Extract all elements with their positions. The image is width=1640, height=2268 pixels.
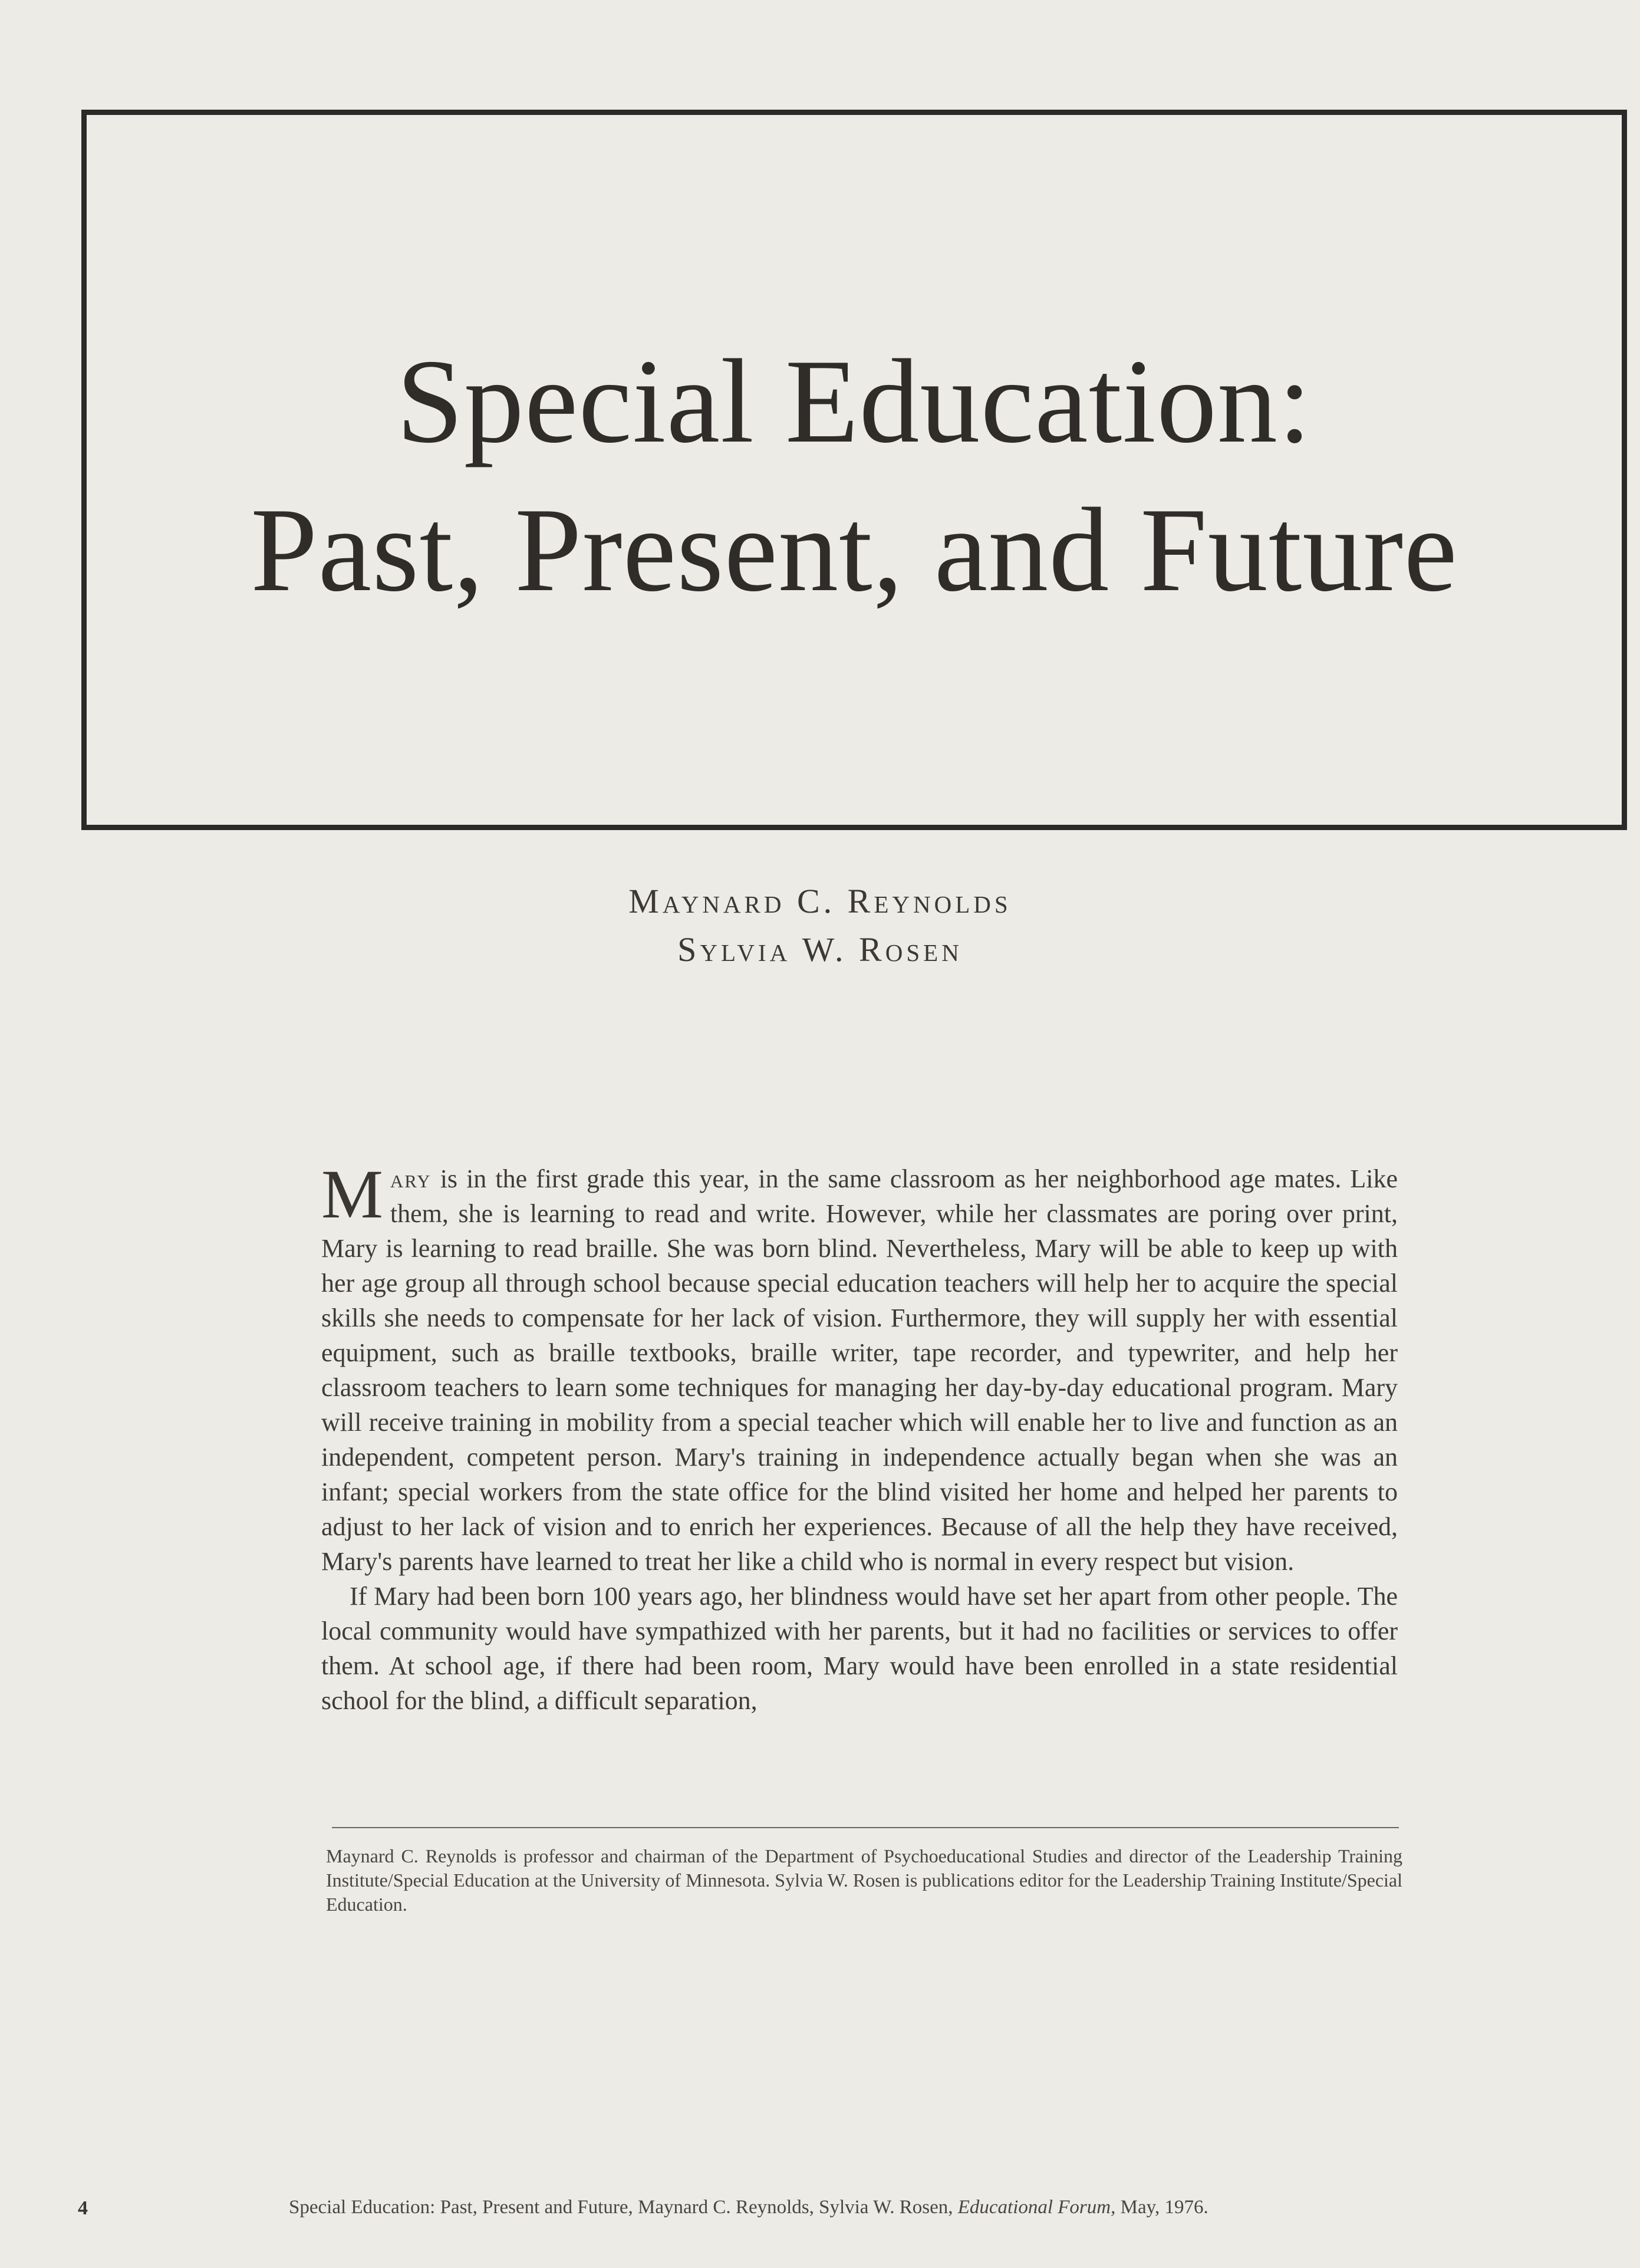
article-title — [251, 327, 1458, 624]
article-body — [321, 1156, 1398, 1718]
body-paragraph: If Mary had been born 100 years ago, her blindness would have set her apart from other people. The local community would have sympathized with her parents, but it had no facilities or services to offer them. At school age, if there had been room, Mary would have been enrolled in a state residential school for the blind, a difficult separation, — [321, 1582, 1398, 1715]
author-name: Maynard C. Reynolds — [628, 882, 1012, 920]
citation-footer — [289, 2197, 1409, 2218]
author-name: Sylvia W. Rosen — [677, 930, 963, 969]
citation-date: May, 1976. — [1115, 2197, 1208, 2218]
title-line-2: Past, Present, and Future — [251, 483, 1458, 617]
body-paragraph — [321, 1156, 1398, 1579]
author-footnote: Maynard C. Reynolds is professor and chairman of the Department of Psychoeducational Studies and director of the Leadership Training Institute/Special Education at the University of Minnesota. Sylvia W. Rosen is publications editor for the Leadership Training Institute/Special Education. — [326, 1845, 1402, 1915]
title-line-1: Special Education: — [396, 335, 1312, 468]
journal-name: Educational Forum, — [957, 2197, 1116, 2218]
footnote-divider — [332, 1827, 1399, 1828]
page-number: 4 — [78, 2197, 88, 2219]
title-box — [81, 110, 1627, 830]
drop-cap: M — [321, 1156, 383, 1233]
lead-in-smallcaps: ary — [390, 1164, 432, 1193]
paragraph-text: is in the first grade this year, in the same classroom as her neighborhood age mates. Like them, she is learning to read and write. However, while her classmates are poring over print, Mary is learning to read braille. She was born blind. Nevertheless, Mary will be able to keep up with her age group all through school because special education teachers will help her to acquire the special skills she needs to compensate for her lack of vision. Furthermore, they will supply her with essential equipment, such as braille textbooks, braille writer, tape recorder, and typewriter, and help her classroom teachers to learn some techniques for managing her day-by-day educational program. Mary will receive training in mobility from a special teacher which will enable her to live and function as an independent, competent person. Mary's training in independence actually began when she was an infant; special workers from the state office for the blind visited her home and helped her parents to adjust to her lack of vision and to enrich her experiences. Because of all the help they have received, Mary's parents have learned to treat her like a child who is normal in every respect but vision. — [321, 1164, 1398, 1576]
author-list — [0, 877, 1640, 974]
citation-text: Special Education: Past, Present and Future, Maynard C. Reynolds, Sylvia W. Rosen, — [289, 2197, 958, 2218]
